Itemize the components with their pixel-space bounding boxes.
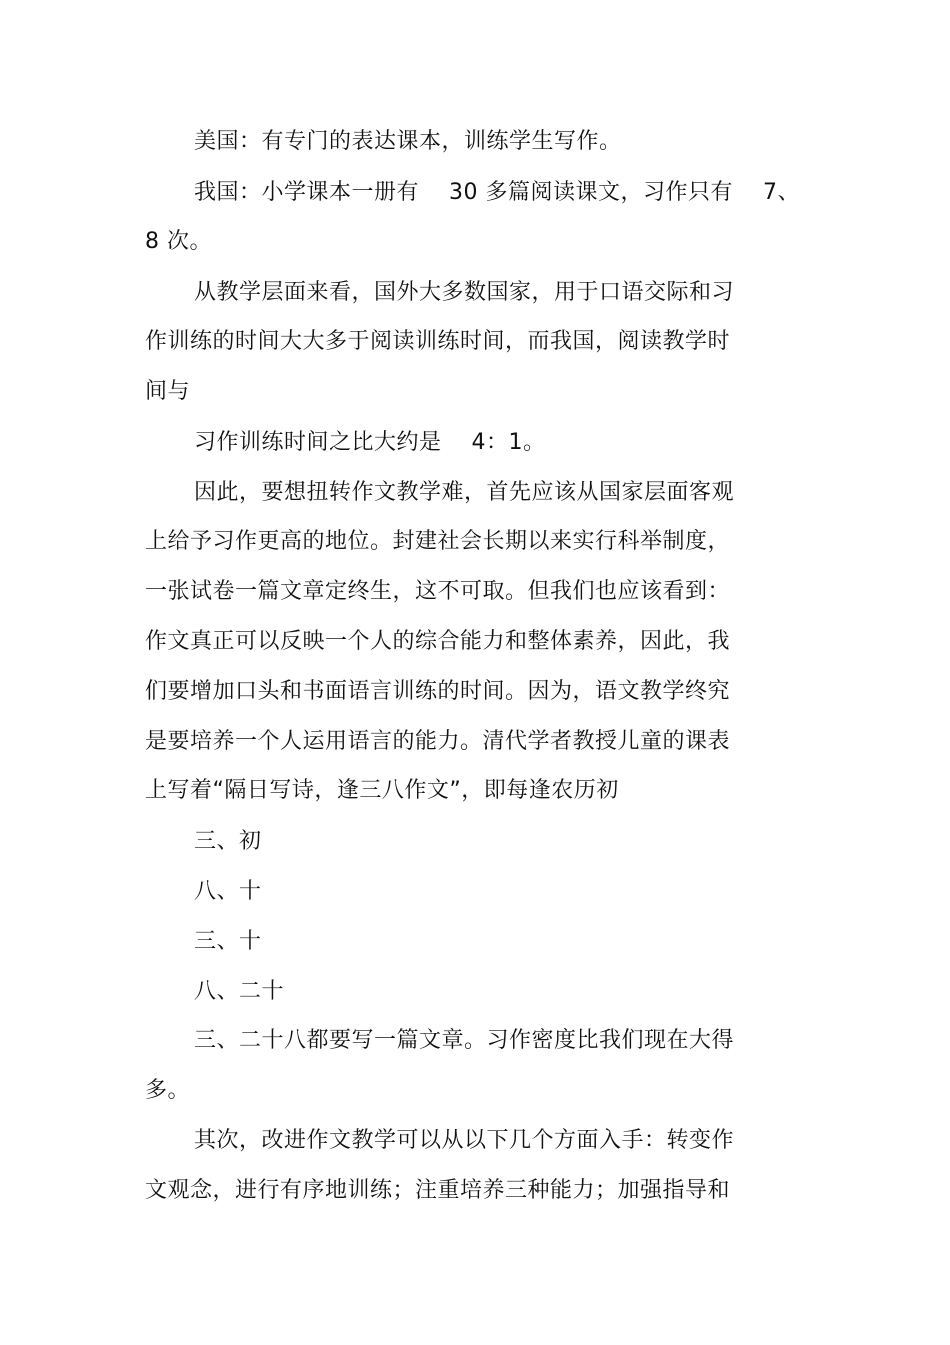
paragraph-line: 习作训练时间之比大约是 4：1。 <box>194 430 546 455</box>
paragraph-line: 八、二十 <box>194 979 285 1004</box>
paragraph-line: 8 次。 <box>145 229 212 254</box>
paragraph-line: 上给予习作更高的地位。封建社会长期以来实行科举制度， <box>145 529 731 554</box>
paragraph-line: 多。 <box>145 1078 191 1103</box>
paragraph-line: 作文真正可以反映一个人的综合能力和整体素养，因此，我 <box>145 629 731 654</box>
paragraph-line: 上写着“隔日写诗，逢三八作文”，即每逢农历初 <box>145 778 619 803</box>
paragraph-line: 文观念，进行有序地训练；注重培养三种能力；加强指导和 <box>145 1178 731 1203</box>
paragraph-line: 三、初 <box>194 829 262 854</box>
paragraph-line: 从教学层面来看，国外大多数国家，用于口语交际和习 <box>194 280 735 305</box>
paragraph-line: 作训练的时间大大多于阅读训练时间，而我国，阅读教学时 <box>145 329 731 354</box>
paragraph-line: 三、二十八都要写一篇文章。习作密度比我们现在大得 <box>194 1028 735 1053</box>
paragraph-line: 是要培养一个人运用语言的能力。清代学者教授儿童的课表 <box>145 729 731 754</box>
paragraph-line: 美国：有专门的表达课本，训练学生写作。 <box>194 129 622 154</box>
paragraph-line: 八、十 <box>194 879 262 904</box>
paragraph-line: 间与 <box>145 379 191 404</box>
paragraph-line: 其次，改进作文教学可以从以下几个方面入手：转变作 <box>194 1128 735 1153</box>
paragraph-line: 三、十 <box>194 929 262 954</box>
paragraph-line: 因此，要想扭转作文教学难，首先应该从国家层面客观 <box>194 480 735 505</box>
paragraph-line: 一张试卷一篇文章定终生，这不可取。但我们也应该看到： <box>145 579 731 604</box>
paragraph-line: 我国：小学课本一册有 30 多篇阅读课文，习作只有 7、 <box>194 180 800 205</box>
paragraph-line: 们要增加口头和书面语言训练的时间。因为，语文教学终究 <box>145 679 731 704</box>
